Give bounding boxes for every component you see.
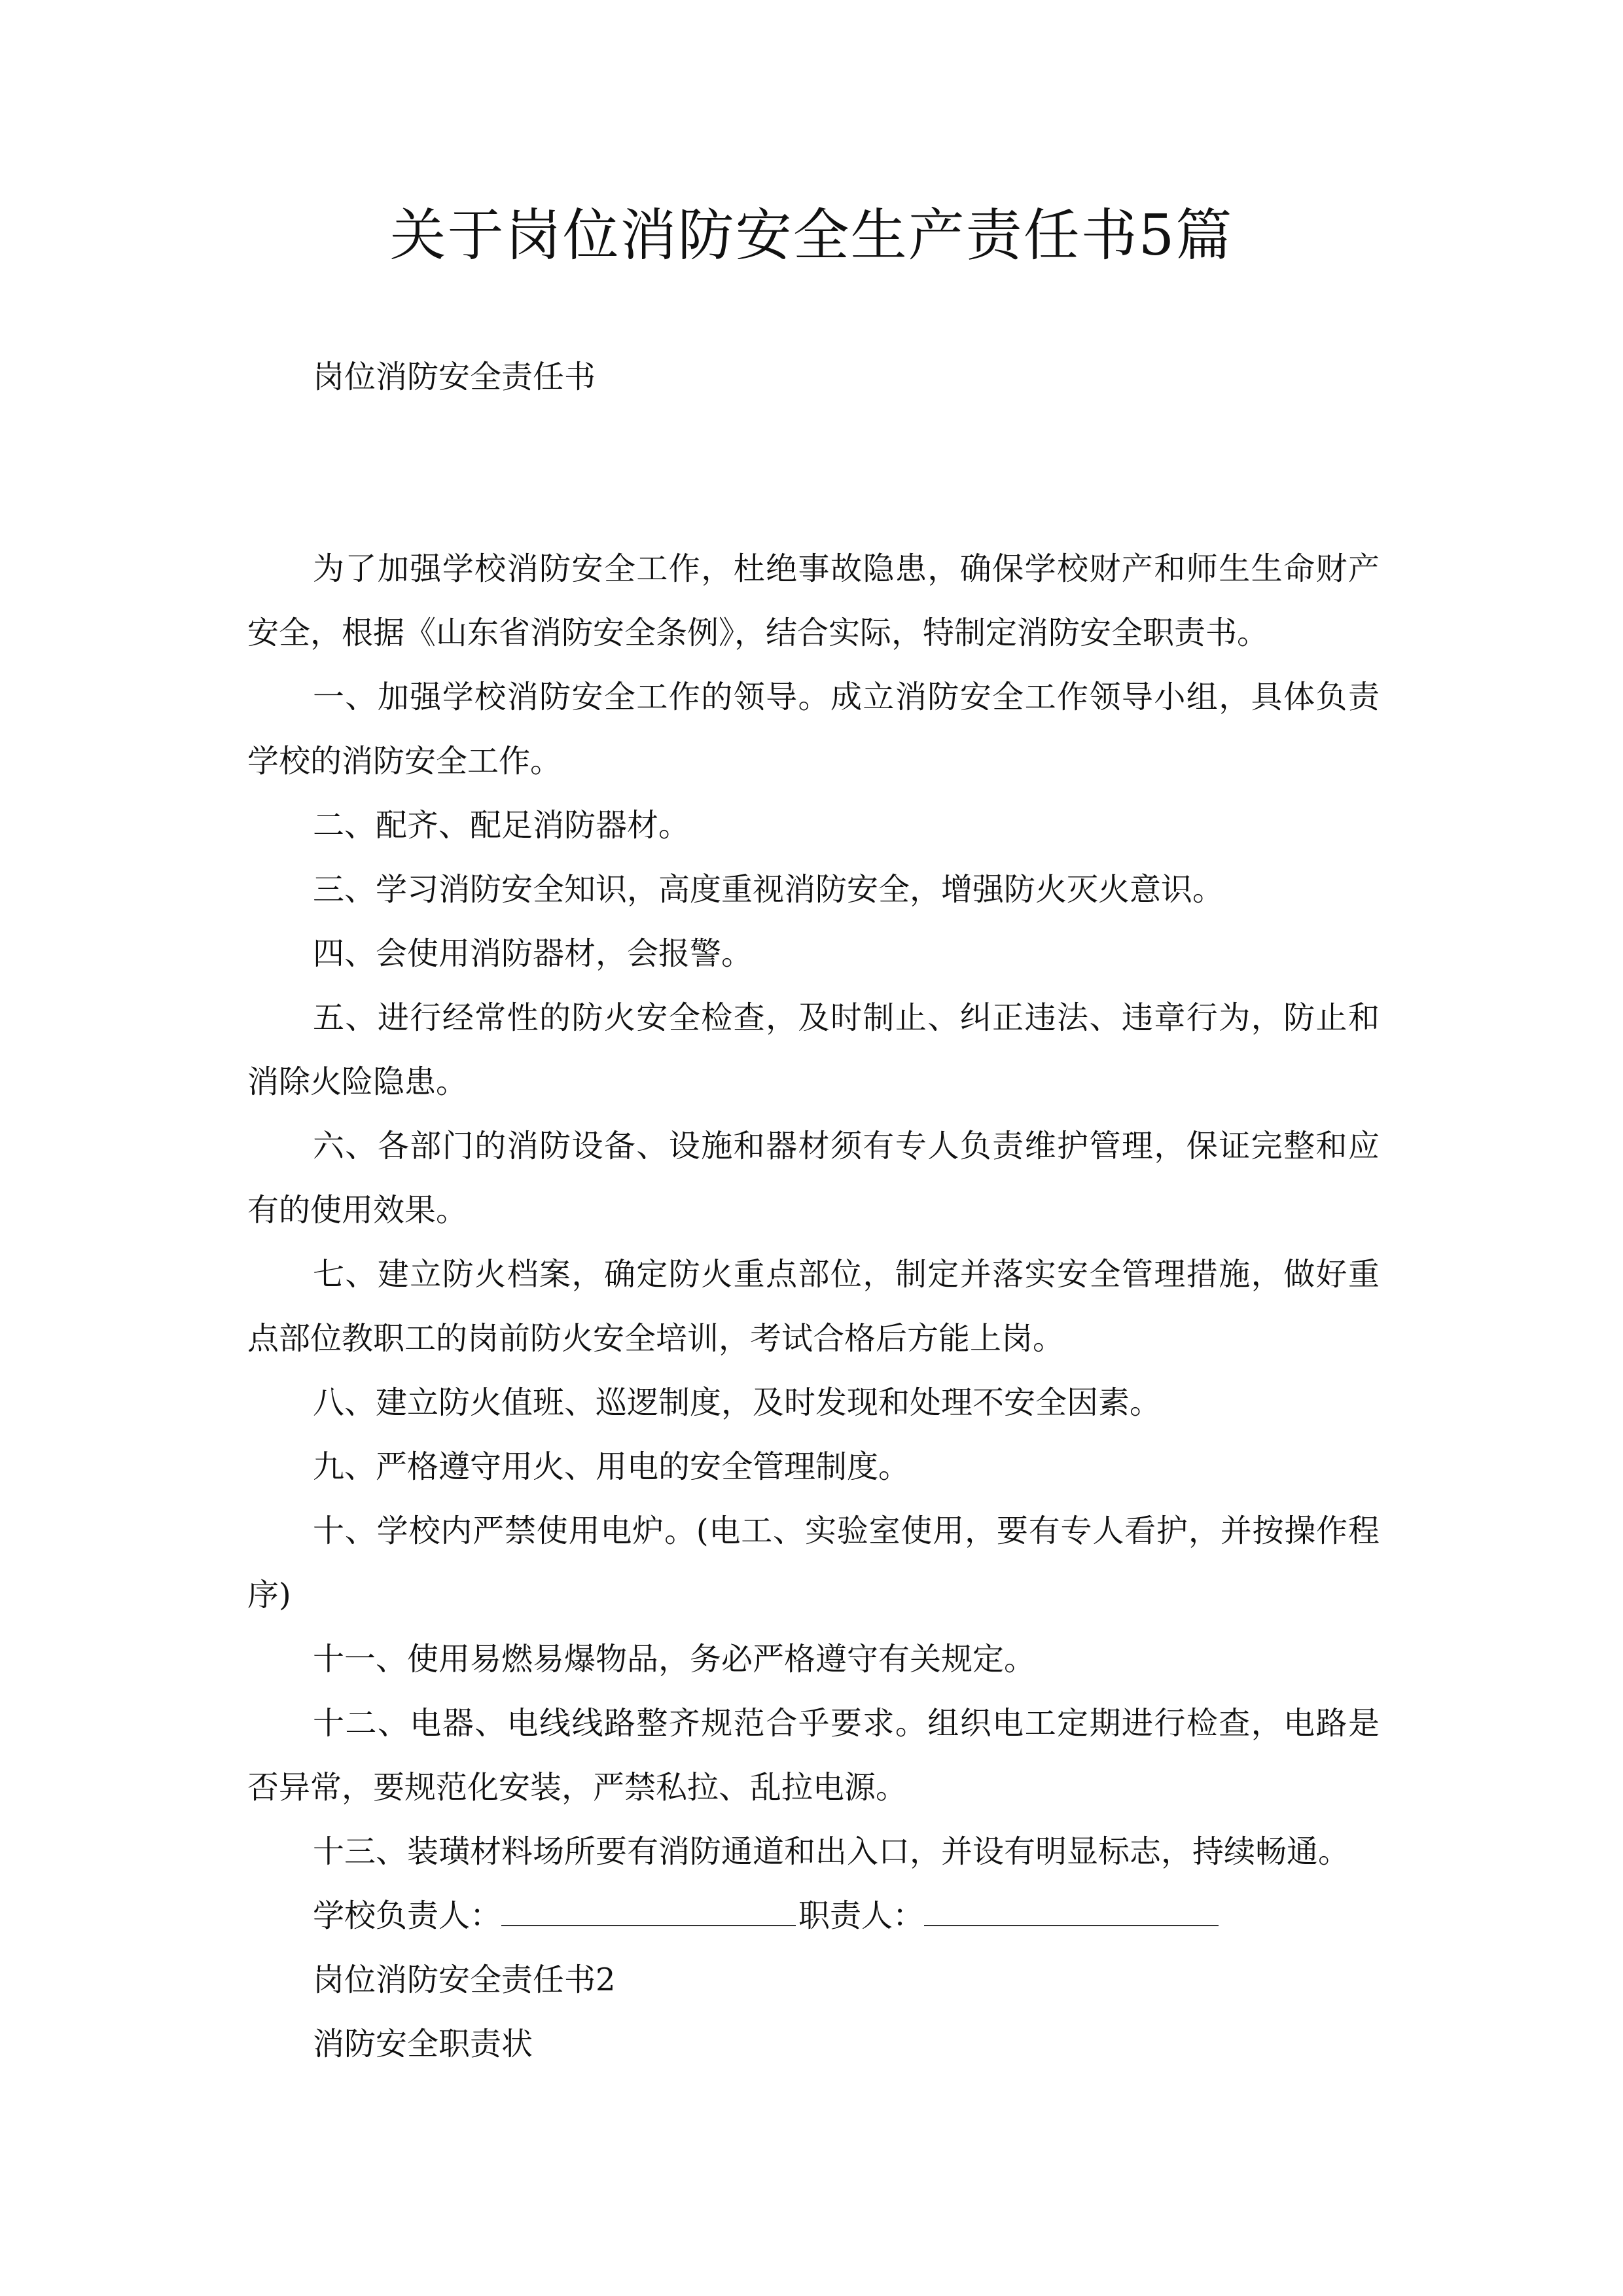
paragraph: 一、加强学校消防安全工作的领导。成立消防安全工作领导小组，具体负责学校的消防安全工作。 [247, 679, 1380, 780]
responsible-signature-line [924, 1899, 1219, 1926]
school-leader-label: 学校负责人： [313, 1897, 502, 1934]
document-title: 关于岗位消防安全生产责任书5篇 [389, 203, 1234, 268]
paragraph: 七、建立防火档案，确定防火重点部位，制定并落实安全管理措施，做好重点部位教职工的岗前防火安全培训，考试合格后方能上岗。 [247, 1256, 1380, 1357]
paragraph: 三、学习消防安全知识，高度重视消防安全，增强防火灭火意识。 [313, 871, 1224, 908]
paragraph: 六、各部门的消防设备、设施和器材须有专人负责维护管理，保证完整和应有的使用效果。 [247, 1128, 1380, 1229]
document-subtitle: 岗位消防安全责任书 [313, 359, 596, 395]
signature-row [247, 1884, 1380, 1948]
paragraph: 五、进行经常性的防火安全检查，及时制止、纠正违法、违章行为，防止和消除火险隐患。 [247, 999, 1380, 1100]
paragraph: 八、建立防火值班、巡逻制度，及时发现和处理不安全因素。 [313, 1384, 1162, 1421]
paragraph: 九、严格遵守用火、用电的安全管理制度。 [313, 1448, 910, 1485]
paragraph: 十一、使用易燃易爆物品，务必严格遵守有关规定。 [313, 1641, 1036, 1677]
paragraph: 十二、电器、电线线路整齐规范合乎要求。组织电工定期进行检查，电路是否异常，要规范化安装，严禁私拉、乱拉电源。 [247, 1705, 1380, 1806]
paragraph: 四、会使用消防器材，会报警。 [313, 935, 753, 972]
section2-title: 岗位消防安全责任书2 [313, 1962, 616, 1998]
responsible-label: 职责人： [798, 1897, 925, 1934]
section2-subtitle: 消防安全职责状 [313, 2026, 533, 2062]
paragraph: 为了加强学校消防安全工作，杜绝事故隐患，确保学校财产和师生生命财产安全，根据《山东省消防安全条例》，结合实际，特制定消防安全职责书。 [247, 550, 1380, 651]
document-body [247, 537, 1380, 2076]
paragraph: 十、学校内严禁使用电炉。(电工、实验室使用，要有专人看护，并按操作程序) [247, 1513, 1380, 1613]
paragraph: 二、配齐、配足消防器材。 [313, 807, 690, 844]
paragraph: 十三、装璜材料场所要有消防通道和出入口，并设有明显标志，持续畅通。 [313, 1833, 1350, 1870]
school-leader-signature-line [501, 1899, 796, 1926]
